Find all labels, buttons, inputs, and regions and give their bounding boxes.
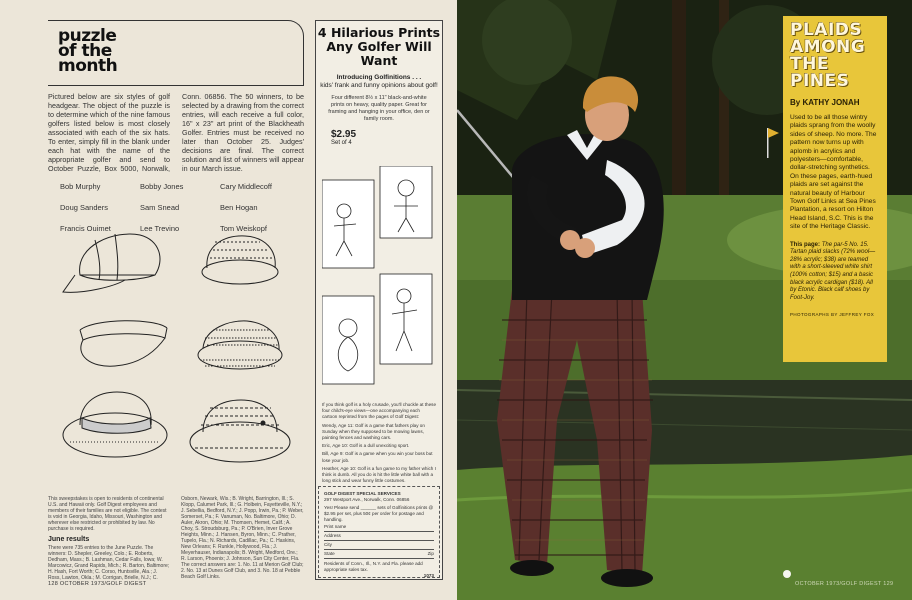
right-page [457, 0, 912, 600]
golfer-name: Cary Middlecoff [220, 182, 272, 191]
order-coupon: GOLF DIGEST SPECIAL SERVICES 297 Westport Ave., Norwalk, Conn. 06856 Yes! Please send ______ sets of Golfinitions prints @ $2.95 per set, plus 50¢ per order for postage and handling. Print name Address City State Zip Residents of Conn., Ill., N.Y. and Fla. please add appropriate sales tax. 1073 [318, 486, 440, 578]
prints-ad [315, 20, 443, 580]
byline: By KATHY JONAH [790, 98, 860, 107]
ad-set: Set of 4 [331, 140, 352, 146]
puzzle-intro: Pictured below are six styles of golf headgear. The object of the puzzle is to determine which of the nine famous golfers listed below is most closely associated with each of the six hats. To enter, simply fill in the blank under each hat with the name of the appropriate golfer and send to October Puzzle, Box 5000, Norwalk, Conn. 06856. The 50 winners, to be selected by a drawing from the correct entries, will each receive a full color, 16" x 23" art print of the Blackheath Golfer. Entries must be received no later than October 25. Judges' decisions are final. The correct solution and list of winners will appear in our March issue. [48, 92, 304, 173]
cartoon-print-1 [322, 180, 374, 268]
straw-hat-icon [202, 236, 278, 284]
ad-price: $2.95 [331, 129, 357, 140]
golfer-name: Ben Hogan [220, 203, 258, 212]
golfer-name: Bob Murphy [60, 182, 101, 191]
puzzle-header [48, 20, 304, 86]
golfer-name: Lee Trevino [140, 224, 180, 233]
golfer-name: Sam Snead [140, 203, 180, 212]
ad-copy: If you think golf is a holy crusade, you'll chuckle at these four child's-eye views—one accompanying each cartoon reprinted from the pages of Golf Digest: Wendy, Age 11: Golf is a game that fathers play on Sunday when they supposed to be mowing lawns, painting fences and washing cars. Eric, Age 10: Golf is a dull unexciting sport. Bill, Age 9: Golf is a game when you win your boss but lose your job. Heather, Age 10: Golf is a fun game to my father which I think is dumb. All you do is hit the little white ball with a long stick and wear funny little costumes. [322, 402, 436, 484]
fine-print: This sweepstakes is open to residents of continental U.S. and Hawaii only. Golf Digest employees and members of their families are not eligible. The contest is void in Georgia, Idaho, Missouri, Washington and wherever else restricted or prohibited by law. No purchase is required. June results There were 735 entries to the June Puzzle. The winners: D. Shepler, Greeley, Colo.; E. Roberts, Dedham, Mass.; B. Lashman, Cedar Falls, Iowa; W. Marcowicz, Grand Rapids, Mich.; R. Barton, Baltimore; H. Hash, Fort Worth; C. Corso, Huntsville, Ala.; J. Ross, Lawton, Okla.; M. Corrigan, Brielle, N.J.; C. Osborn, Newark, Wis.; B. Wright, Barrington, Ill.; S. Klopp, Calumet Park, Ill.; G. Holbein, Fayetteville, N.Y.; J. Sebellia, Bedford, N.Y.; J. Popp, Irwin, Pa.; P. Weber, Somerset, Pa.; F. Vanuman, No. Baltimore, Ohio; D. Auler, Akron, Ohio; M. Thomsen, Hemet, Calif.; A. Choy, S. Stroudsburg, Pa.; P. O'Brien, Inver Grove Heights, Minn.; J. Hansen, Byron, Minn.; C. Prather, Tupelo, Fla.; N. Richards, Cadillac, Pa.; C. Haskins, New Orleans; F. Runkle, Hollywood, Fla.; J. Meyerhauser, Indianapolis; B. Wright, Medford, Ore.; R. Larson, Phoenix; J. Johnson, Sun City Center, Fla. The correct answers are: 1. No. 11 at Merion Golf Club; 2. No. 13 at Dunes Golf Club, and 3. No. 18 at Pebble Beach Golf Links. [48, 496, 304, 581]
photo-credit: PHOTOGRAPHS BY JEFFREY FOX [790, 312, 875, 318]
page-folio: 128 OCTOBER 1973/GOLF DIGEST [48, 581, 147, 587]
visor-icon [80, 321, 167, 366]
city-field[interactable]: City [324, 542, 434, 550]
name-field[interactable]: Print name [324, 524, 434, 532]
ad-intro: Introducing Golfinitions . . . kids' frank and funny opinions about golf! [320, 74, 438, 89]
panama-hat-icon [63, 392, 167, 457]
article-title: PLAIDS AMONG THE PINES [790, 20, 866, 91]
state-zip-field[interactable]: State Zip [324, 551, 434, 559]
photo-caption: This page: The par-5 No. 15. Tartan plaid slacks (72% wool—28% acrylic; $38) are teamed with a short-sleeved white shirt (100% cotton; $15) and a basic black acrylic cardigan ($18). All by Etonic. Black calf shoes by Foot-Joy. [790, 241, 876, 301]
address-field[interactable]: Address [324, 533, 434, 541]
cap-icon [63, 234, 160, 292]
cartoon-prints [322, 166, 437, 396]
page-folio-right: OCTOBER 1973/GOLF DIGEST 129 [795, 581, 894, 587]
golfer-name: Bobby Jones [140, 182, 184, 191]
results-heading: June results [48, 536, 90, 543]
golfer-name: Francis Ouimet [60, 224, 111, 233]
ad-description: Four different 8½ x 11" black-and-white prints on heavy, quality paper. Great for framing and hanging in your office, den or family room. [328, 95, 430, 122]
woven-hat-icon [198, 321, 282, 369]
article-title-box [783, 16, 887, 362]
ad-title: 4 Hilarious Prints Any Golfer Will Want [317, 25, 441, 68]
golfer-name: Doug Sanders [60, 203, 108, 212]
golfer-name: Tom Weiskopf [220, 224, 267, 233]
plaid-hat-icon [190, 400, 290, 462]
puzzle-title: puzzle of the month [58, 26, 118, 76]
cartoon-print-4 [380, 274, 432, 364]
article-body: Used to be all those wintry plaids sprang from the woolly sides of sheep. No more. The pattern now turns up with aplomb in acrylics and polyesters—comfortable, dollar-stretching synthetics. On these pages, earth-hued plaids are set against the natural beauty of Harbour Town Golf Links at Sea Pines Plantation, a resort on Hilton Head Island, S.C. This is the site of the Heritage Classic. [790, 114, 877, 231]
hat-illustrations [55, 220, 305, 490]
